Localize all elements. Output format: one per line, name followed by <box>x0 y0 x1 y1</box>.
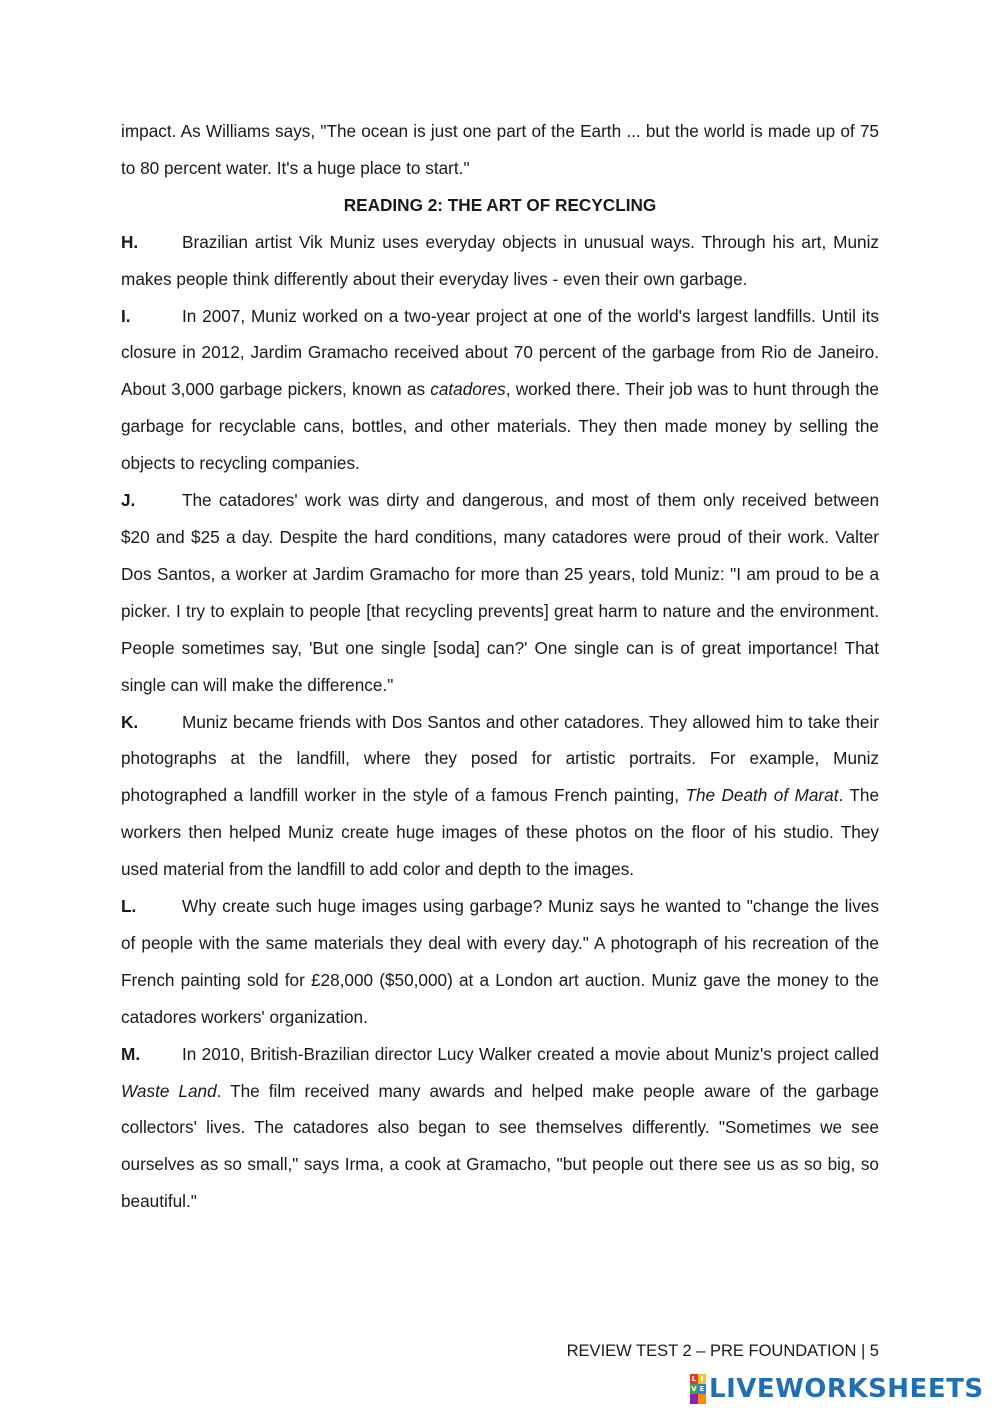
italic-title: Waste Land <box>121 1080 217 1101</box>
paragraph-i <box>121 298 879 483</box>
paragraph-letter: J. <box>121 490 136 511</box>
paragraph-j <box>121 482 879 703</box>
paragraph-text: In 2010, British-Brazilian director Lucy Walker created a movie about Muniz's project called <box>182 1043 879 1064</box>
paragraph-text: Why create such huge images using garbage? Muniz says he wanted to "change the lives of people with the same materials they deal with every day." A photograph of his recreation of the French painting sold for £28,000 ($50,000) at a London art auction. Muniz gave the money to the catadores workers' organization. <box>121 896 879 1027</box>
paragraph-letter: L. <box>121 896 137 917</box>
italic-title: The Death of Marat <box>685 785 839 806</box>
paragraph-letter: M. <box>121 1043 141 1064</box>
paragraph-text: In 2007, Muniz worked on a two-year project at one of the world's largest landfills. Until its closure in 2012, Jardim Gramacho received about 70 percent of the garbage from Rio de Janeiro. About 3,000 garbage pickers, known as <box>121 305 879 400</box>
logo-tile: I <box>698 1374 706 1384</box>
document-page <box>121 113 879 1220</box>
paragraph-l <box>121 888 879 1036</box>
liveworksheets-brand[interactable] <box>690 1372 984 1406</box>
logo-tile: V <box>691 1385 697 1393</box>
logo-tile: E <box>699 1385 705 1393</box>
paragraph-text: The catadores' work was dirty and dangerous, and most of them only received between $20 and $25 a day. Despite the hard conditions, many catadores were proud of their work. Valter Dos Santos, a worker at Jardim Gramacho for more than 25 years, told Muniz: "I am proud to be a picker. I try to explain to people [that recycling prevents] great harm to nature and the environment. People sometimes say, 'But one single [soda] can?' One single can is of great importance! That single can will make the difference." <box>121 490 879 695</box>
liveworksheets-logo-icon <box>690 1374 706 1404</box>
intro-text: impact. As Williams says, "The ocean is just one part of the Earth ... but the world is made up of 75 to 80 percent water. It's a huge place to start." <box>121 121 879 178</box>
logo-tile: L <box>691 1375 697 1383</box>
paragraph-text: . The workers then helped Muniz create huge images of these photos on the floor of his studio. They used material from the landfill to add color and depth to the images. <box>121 785 880 880</box>
brand-name: LIVEWORKSHEETS <box>709 1374 984 1404</box>
paragraph-text: Muniz became friends with Dos Santos and other catadores. They allowed him to take their photographs at the landfill, where they posed for artistic portraits. For example, Muniz photographed a landfill worker in the style of a famous French painting, <box>121 711 879 806</box>
reading-heading: READING 2: THE ART OF RECYCLING <box>343 194 657 215</box>
intro-paragraph <box>121 113 879 187</box>
logo-tile <box>690 1394 698 1404</box>
paragraph-text: . The film received many awards and helped make people aware of the garbage collectors' lives. The catadores also began to see themselves differently. "Sometimes we see ourselves as so small," says Irma, a cook at Gramacho, "but people out there see us as so big, so beautiful." <box>121 1080 879 1212</box>
paragraph-text: , worked there. Their job was to hunt through the garbage for recyclable cans, bottles, and other materials. They then made money by selling the objects to recycling companies. <box>121 379 879 474</box>
paragraph-m <box>121 1036 879 1221</box>
italic-term: catadores <box>430 379 506 400</box>
paragraph-letter: K. <box>121 711 139 732</box>
paragraph-letter: H. <box>121 231 139 252</box>
logo-tile <box>698 1394 706 1404</box>
paragraph-letter: I. <box>121 305 131 326</box>
page-footer: REVIEW TEST 2 – PRE FOUNDATION | 5 <box>566 1342 879 1360</box>
paragraph-text: Brazilian artist Vik Muniz uses everyday objects in unusual ways. Through his art, Muniz makes people think differently about their everyday lives - even their own garbage. <box>121 231 879 289</box>
paragraph-k <box>121 704 879 889</box>
paragraph-h <box>121 224 879 298</box>
